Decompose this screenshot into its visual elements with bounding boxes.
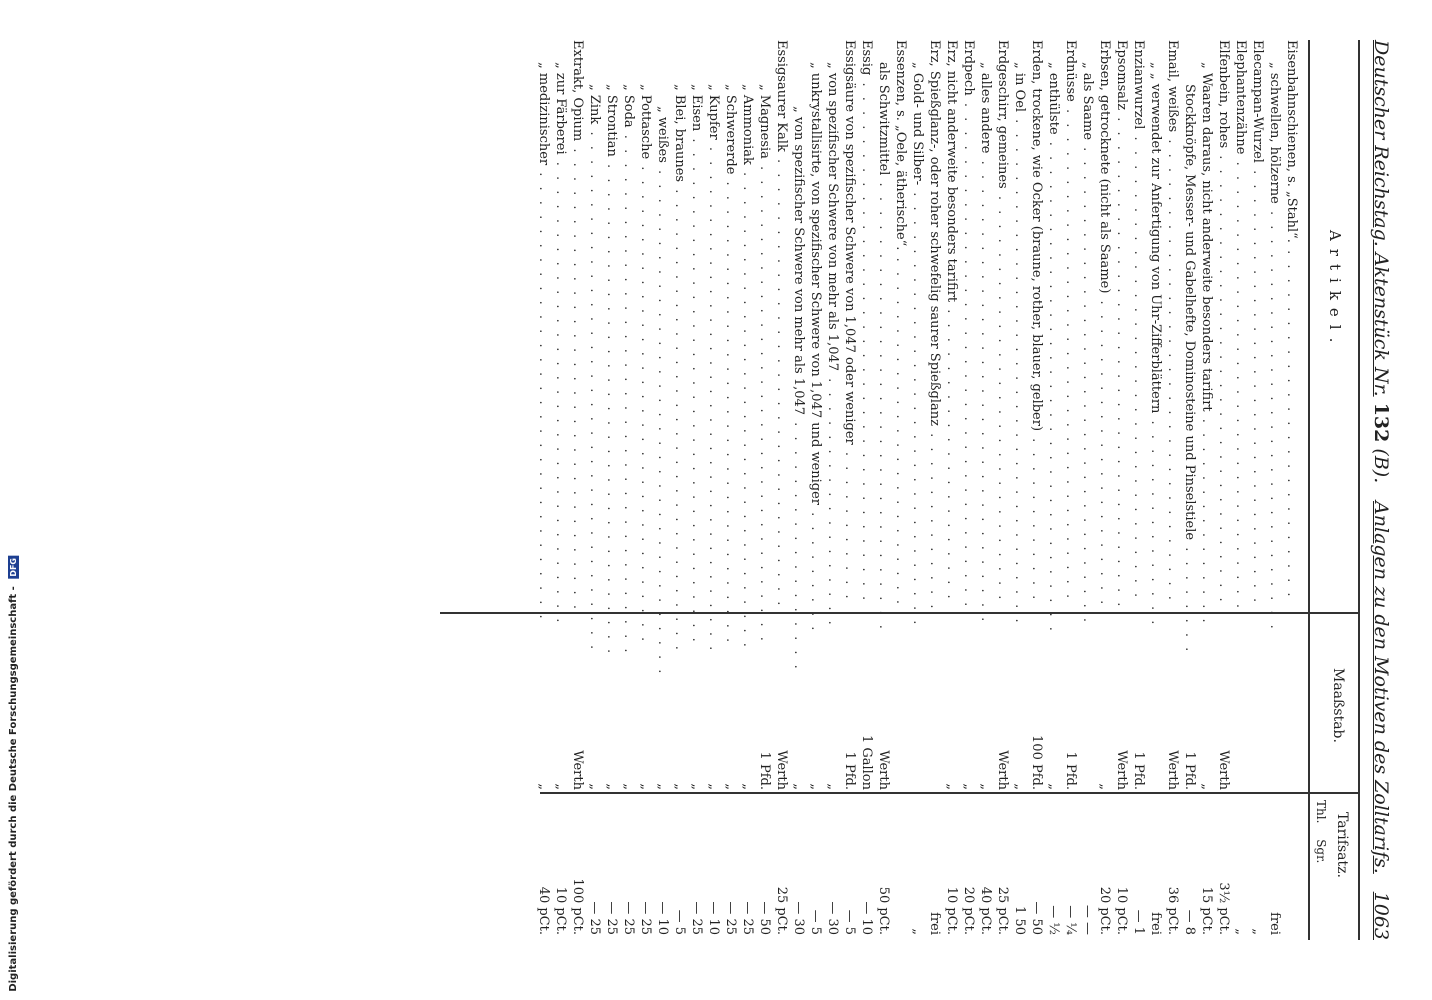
item-cell: Epsomsalz . . . [1113,40,1130,608]
measure-cell: „ [1199,783,1214,790]
item-cell: Erdgeschirr, gemeines . . . [994,40,1011,608]
rate-cell: 40 pCt. [536,886,551,935]
rate-cell: 100 pCt. [570,878,585,935]
measure-cell: „ [740,783,755,790]
table-row [603,40,620,940]
item-cell: „ Eisen . . . [688,40,705,652]
item-cell: Eisenbahnschienen, s. „Stahl“. . . . [1283,40,1300,608]
rate-cell: — 25 [689,901,704,935]
item-cell: „ alles andere . . . [977,40,994,630]
rate-cell: 25 pCt. [774,886,789,935]
item-cell: „ Zink . . . [586,40,603,652]
table-row [1079,40,1096,940]
rate-cell: frei [1267,912,1282,935]
rate-cell: — 8 [1182,909,1197,935]
rate-cell: — 10 [655,901,670,935]
table-row [994,40,1011,940]
table-row [943,40,960,940]
measure-cell: 1 Gallon [859,734,874,790]
rate-cell: — 25 [621,901,636,935]
measure-cell: „ [944,783,959,790]
table-row [892,40,909,940]
rate-cell: 3½ pCt. [1216,882,1231,935]
item-cell: Essigsaurer Kalk . . . [773,40,790,608]
rate-cell: — 5 [808,909,823,935]
table-row [1215,40,1232,940]
page-header [1364,40,1392,940]
rate-cell: — ¼ [1063,905,1078,935]
measure-cell: Werth [1165,750,1180,790]
item-cell: „ enthülste . . . [1045,40,1062,630]
item-cell: Erz, nicht anderweite besonders tarifirt . . . [943,40,960,608]
rate-cell: 40 pCt. [978,886,993,935]
item-cell: „ von spezifischer Schwere von mehr als 1,047 . . . [790,40,807,674]
table-row [773,40,790,940]
table-row [875,40,892,940]
table-row [1232,40,1249,940]
measure-cell: „ [536,783,551,790]
item-cell: Erden, trockene, wie Ocker (braune, rother, blauer, gelber) . . . [1028,40,1045,608]
item-cell: Elephantenzähne . . . [1232,40,1249,608]
item-cell: „ „ verwendet zur Anfertigung von Uhr-Zifferblättern . . . [1147,40,1164,630]
measure-cell: Werth [1216,750,1231,790]
item-cell: „ Blei, braunes . . . [671,40,688,652]
item-cell: Enzianwurzel . . . [1130,40,1147,608]
item-cell: Email, weißes . . . [1164,40,1181,608]
table-row [637,40,654,940]
table-row [1266,40,1283,940]
measure-cell: „ [706,783,721,790]
measure-cell: 1 Pfd. [1182,751,1197,790]
item-cell: Erz, Spießglanz-, oder roher schwefelig saurer Spießglanz . . . [926,40,943,608]
rate-cell: — 10 [706,901,721,935]
table-row [705,40,722,940]
item-cell: Essig . . . [858,40,875,608]
table-row [841,40,858,940]
table-row [926,40,943,940]
table-row [977,40,994,940]
item-cell: Essigsäure von spezifischer Schwere von 1,047 oder weniger . . . [841,40,858,608]
measure-cell: 1 Pfd. [842,751,857,790]
table-row [1045,40,1062,940]
table-row [858,40,875,940]
item-cell: als Schwitzmittel . . . [875,40,892,630]
rate-cell: — 30 [791,901,806,935]
column-header-measure: Maaßstab. [1330,668,1346,743]
table-row [1147,40,1164,940]
table-row [756,40,773,940]
measure-cell: „ [672,783,687,790]
item-cell: Extrakt, Opium . . . [569,40,586,608]
measure-cell: Werth [876,750,891,790]
item-cell: „ Pottasche . . . [637,40,654,652]
measure-cell: „ [587,783,602,790]
table-row [1283,40,1300,940]
header-rule [1358,40,1360,940]
table-row [909,40,926,940]
table-row [960,40,977,940]
item-cell: „ Soda . . . [620,40,637,652]
table-row [620,40,637,940]
item-cell: „ zur Färberei . . . [552,40,569,630]
rate-cell: — 25 [723,901,738,935]
measure-cell: „ [604,783,619,790]
measure-cell: „ [655,783,670,790]
measure-cell: „ [689,783,704,790]
table-row [535,40,552,940]
dfg-logo: DFG [9,558,18,577]
item-cell: Erdpech . . . [960,40,977,608]
measure-cell: Werth [1114,750,1129,790]
measure-cell: „ [808,783,823,790]
page-number: 1063 [1370,891,1392,940]
table-row [807,40,824,940]
measure-cell: Werth [570,750,585,790]
measure-cell: „ [621,783,636,790]
tariff-table [535,40,1300,940]
rate-cell: — ½ [1046,905,1061,935]
table-row [1164,40,1181,940]
measure-cell: „ [978,783,993,790]
rate-cell: 20 pCt. [1097,886,1112,935]
item-cell: Essenzen, s. „Oele, ätherische“. . . . [892,40,909,608]
item-cell: „ in Oel . . . [1011,40,1028,630]
table-row [722,40,739,940]
header-title [1370,40,1392,483]
rate-cell: 50 pCt. [876,886,891,935]
table-row [824,40,841,940]
item-cell: „ Magnesia . . . [756,40,773,652]
table-row [1198,40,1215,940]
table-row [1062,40,1079,940]
rate-cell: 20 pCt. [961,886,976,935]
rate-cell: frei [927,912,942,935]
item-cell: „ medizinischer . . . [535,40,552,630]
item-cell: Erdnüsse . . . [1062,40,1079,608]
table-row [739,40,756,940]
measure-cell: „ [638,783,653,790]
item-cell: „ Kupfer . . . [705,40,722,652]
table-row [586,40,603,940]
rate-cell: frei [1148,912,1163,935]
rate-cell: — — [1080,904,1095,935]
table-row [1113,40,1130,940]
measure-cell: „ [553,783,568,790]
table-row [1028,40,1045,940]
rate-cell: — 25 [638,901,653,935]
measure-cell: 1 Pfd. [1063,751,1078,790]
rate-cell: — 10 [859,901,874,935]
column-header-tariff-units: Thl. Sgr. [1314,800,1328,864]
rate-cell: 10 pCt. [1114,886,1129,935]
rate-cell: — 5 [672,909,687,935]
table-row [654,40,671,940]
rate-cell: 10 pCt. [944,886,959,935]
rate-cell: — 25 [740,901,755,935]
header-left: Deutscher Reichstag. Aktenstück Nr. [1370,40,1392,397]
rate-cell: 36 pCt. [1165,886,1180,935]
header-part: (B). [1370,448,1392,484]
item-cell: „ unkrystallisirte, von spezifischer Schwere von 1,047 und weniger . . . [807,40,824,630]
column-header-item: Artikel. [1326,230,1344,351]
funding-note-text: Digitalisierung gefördert durch die Deutsche Forschungsgemeinschaft - [8,586,19,992]
rate-cell: 25 pCt. [995,886,1010,935]
header-middle: Anlagen zu den Motiven des Zolltarifs. [1370,501,1392,874]
item-cell: Elfenbein, rohes . . . [1215,40,1232,608]
table-row [688,40,705,940]
rate-cell: 10 pCt. [553,886,568,935]
item-cell: „ Gold- und Silber- . . . [909,40,926,630]
rate-cell: — 1 [1131,909,1146,935]
table-row [1249,40,1266,940]
measure-cell: 1 Pfd. [757,751,772,790]
table-row [1181,40,1198,940]
rate-cell: — 25 [604,901,619,935]
item-cell: „ von spezifischer Schwere von mehr als 1,047 . . . [824,40,841,630]
rate-cell: 15 pCt. [1199,886,1214,935]
measure-cell: „ [1012,783,1027,790]
item-cell: „ Waaren daraus, nicht anderweite besonders tarifirt . . . [1198,40,1215,630]
header-number: 132 [1370,402,1392,443]
measure-cell: 100 Pfd. [1029,735,1044,790]
measure-cell: „ [791,783,806,790]
item-cell: „ Ammoniak . . . [739,40,756,652]
rate-cell: — 5 [842,909,857,935]
measure-cell: Werth [774,750,789,790]
rate-cell: — 50 [1029,901,1044,935]
item-cell: „ weißes . . . [654,40,671,674]
rate-cell: — 25 [587,901,602,935]
table-row [1096,40,1113,940]
measure-cell: „ [961,783,976,790]
table-row [790,40,807,940]
column-header-tariff: Tarifsatz. [1334,812,1350,878]
item-cell: „ Strontian . . . [603,40,620,652]
measure-cell: „ [825,783,840,790]
item-cell: Stockknöpfe, Messer- und Gabelhefte, Dominosteine und Pinselstiele . . . [1181,40,1198,652]
measure-cell: „ [723,783,738,790]
measure-cell: Werth [995,750,1010,790]
item-cell: „ als Saame . . . [1079,40,1096,630]
table-row [1130,40,1147,940]
rate-cell: „ [1233,928,1248,935]
table-row [552,40,569,940]
measure-cell: „ [1097,783,1112,790]
rate-cell: 1 50 [1012,906,1027,935]
table-row [1011,40,1028,940]
table-row [671,40,688,940]
table-row [569,40,586,940]
item-cell: Elecampan-Wurzel . . . [1249,40,1266,608]
rate-cell: „ [1250,928,1265,935]
measure-cell: „ [1046,783,1061,790]
rate-cell: — 50 [757,901,772,935]
table-header-rule [1308,40,1310,940]
item-cell: „ Schwererde . . . [722,40,739,652]
item-cell: „ schwellen, hölzerne . . . [1266,40,1283,630]
item-cell: Erbsen, getrocknete (nicht als Saame) . . . [1096,40,1113,608]
rate-cell: — 30 [825,901,840,935]
measure-cell: 1 Pfd. [1131,751,1146,790]
rate-cell: „ [910,928,925,935]
